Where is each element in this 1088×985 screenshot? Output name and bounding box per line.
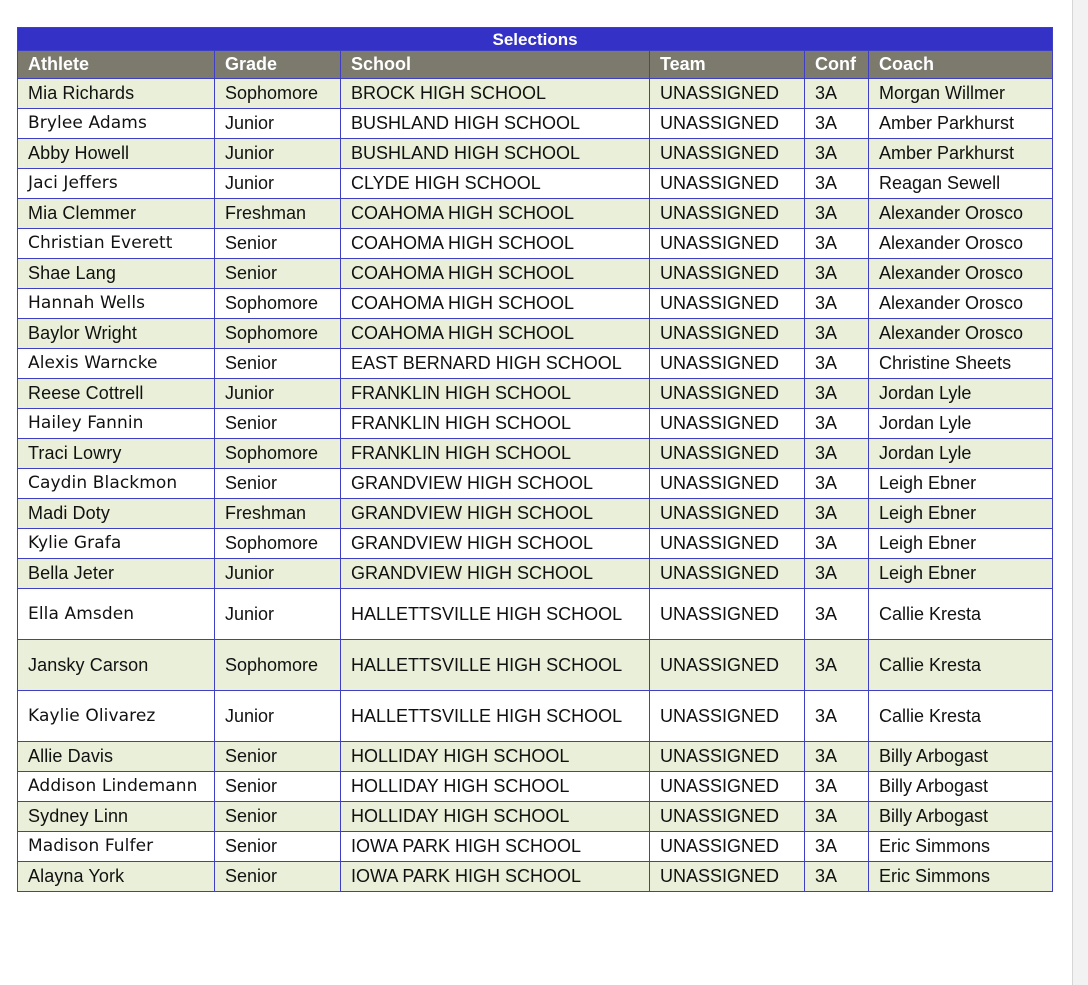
cell-athlete: Shae Lang [18,259,215,289]
cell-grade: Sophomore [215,289,341,319]
cell-athlete: Madison Fulfer [18,832,215,862]
cell-coach: Amber Parkhurst [869,139,1053,169]
table-title-row [18,28,1053,51]
cell-conf: 3A [805,199,869,229]
table-row [18,832,1053,862]
cell-school: GRANDVIEW HIGH SCHOOL [341,559,650,589]
cell-school: GRANDVIEW HIGH SCHOOL [341,529,650,559]
cell-coach: Eric Simmons [869,832,1053,862]
selections-table [17,27,1053,892]
table-row [18,169,1053,199]
cell-conf: 3A [805,139,869,169]
cell-coach: Billy Arbogast [869,802,1053,832]
cell-team: UNASSIGNED [650,742,805,772]
cell-conf: 3A [805,559,869,589]
table-row [18,349,1053,379]
column-header-team: Team [650,51,805,79]
cell-grade: Senior [215,742,341,772]
cell-team: UNASSIGNED [650,79,805,109]
cell-team: UNASSIGNED [650,802,805,832]
cell-school: CLYDE HIGH SCHOOL [341,169,650,199]
cell-school: HALLETTSVILLE HIGH SCHOOL [341,691,650,742]
table-row [18,439,1053,469]
cell-conf: 3A [805,379,869,409]
cell-coach: Leigh Ebner [869,499,1053,529]
cell-school: BROCK HIGH SCHOOL [341,79,650,109]
cell-athlete: Madi Doty [18,499,215,529]
cell-conf: 3A [805,469,869,499]
cell-athlete: Abby Howell [18,139,215,169]
cell-conf: 3A [805,742,869,772]
table-row [18,640,1053,691]
cell-grade: Junior [215,691,341,742]
cell-team: UNASSIGNED [650,469,805,499]
cell-grade: Junior [215,589,341,640]
cell-school: COAHOMA HIGH SCHOOL [341,259,650,289]
cell-grade: Senior [215,862,341,892]
cell-team: UNASSIGNED [650,109,805,139]
cell-school: COAHOMA HIGH SCHOOL [341,289,650,319]
cell-athlete: Baylor Wright [18,319,215,349]
cell-conf: 3A [805,862,869,892]
cell-school: HOLLIDAY HIGH SCHOOL [341,742,650,772]
cell-school: COAHOMA HIGH SCHOOL [341,319,650,349]
cell-team: UNASSIGNED [650,229,805,259]
cell-school: HALLETTSVILLE HIGH SCHOOL [341,640,650,691]
cell-coach: Alexander Orosco [869,259,1053,289]
cell-athlete: Caydin Blackmon [18,469,215,499]
cell-coach: Jordan Lyle [869,379,1053,409]
cell-school: GRANDVIEW HIGH SCHOOL [341,499,650,529]
cell-athlete: Bella Jeter [18,559,215,589]
cell-coach: Alexander Orosco [869,199,1053,229]
cell-team: UNASSIGNED [650,379,805,409]
cell-coach: Billy Arbogast [869,742,1053,772]
cell-school: FRANKLIN HIGH SCHOOL [341,379,650,409]
cell-athlete: Allie Davis [18,742,215,772]
cell-team: UNASSIGNED [650,169,805,199]
table-row [18,772,1053,802]
cell-athlete: Brylee Adams [18,109,215,139]
cell-athlete: Alexis Warncke [18,349,215,379]
cell-school: HOLLIDAY HIGH SCHOOL [341,772,650,802]
cell-grade: Senior [215,409,341,439]
cell-coach: Callie Kresta [869,691,1053,742]
cell-team: UNASSIGNED [650,199,805,229]
cell-coach: Jordan Lyle [869,439,1053,469]
table-row [18,691,1053,742]
table-header-row [18,51,1053,79]
table-row [18,289,1053,319]
cell-athlete: Sydney Linn [18,802,215,832]
cell-school: BUSHLAND HIGH SCHOOL [341,139,650,169]
cell-coach: Billy Arbogast [869,772,1053,802]
cell-conf: 3A [805,832,869,862]
cell-athlete: Traci Lowry [18,439,215,469]
cell-athlete: Addison Lindemann [18,772,215,802]
table-row [18,469,1053,499]
cell-conf: 3A [805,691,869,742]
cell-grade: Sophomore [215,79,341,109]
cell-coach: Morgan Willmer [869,79,1053,109]
cell-team: UNASSIGNED [650,499,805,529]
cell-grade: Sophomore [215,319,341,349]
table-row [18,409,1053,439]
cell-grade: Junior [215,559,341,589]
cell-athlete: Jansky Carson [18,640,215,691]
cell-conf: 3A [805,109,869,139]
cell-coach: Leigh Ebner [869,529,1053,559]
cell-coach: Alexander Orosco [869,229,1053,259]
table-row [18,589,1053,640]
cell-school: FRANKLIN HIGH SCHOOL [341,439,650,469]
cell-conf: 3A [805,79,869,109]
cell-school: HALLETTSVILLE HIGH SCHOOL [341,589,650,640]
cell-conf: 3A [805,589,869,640]
cell-school: GRANDVIEW HIGH SCHOOL [341,469,650,499]
cell-conf: 3A [805,439,869,469]
cell-conf: 3A [805,802,869,832]
table-row [18,139,1053,169]
cell-coach: Reagan Sewell [869,169,1053,199]
cell-coach: Alexander Orosco [869,289,1053,319]
selections-table-container [17,27,1052,892]
cell-coach: Jordan Lyle [869,409,1053,439]
cell-grade: Sophomore [215,640,341,691]
cell-athlete: Mia Clemmer [18,199,215,229]
cell-team: UNASSIGNED [650,139,805,169]
cell-grade: Senior [215,259,341,289]
cell-grade: Freshman [215,199,341,229]
table-row [18,79,1053,109]
cell-athlete: Ella Amsden [18,589,215,640]
cell-grade: Senior [215,349,341,379]
cell-coach: Christine Sheets [869,349,1053,379]
cell-grade: Senior [215,229,341,259]
cell-athlete: Hannah Wells [18,289,215,319]
cell-coach: Leigh Ebner [869,559,1053,589]
cell-grade: Junior [215,139,341,169]
cell-coach: Callie Kresta [869,589,1053,640]
cell-team: UNASSIGNED [650,409,805,439]
table-row [18,199,1053,229]
cell-school: IOWA PARK HIGH SCHOOL [341,862,650,892]
table-row [18,529,1053,559]
cell-coach: Alexander Orosco [869,319,1053,349]
cell-team: UNASSIGNED [650,349,805,379]
cell-conf: 3A [805,349,869,379]
column-header-grade: Grade [215,51,341,79]
cell-team: UNASSIGNED [650,259,805,289]
column-header-coach: Coach [869,51,1053,79]
cell-team: UNASSIGNED [650,832,805,862]
cell-grade: Junior [215,109,341,139]
cell-school: EAST BERNARD HIGH SCHOOL [341,349,650,379]
column-header-conf: Conf [805,51,869,79]
cell-conf: 3A [805,169,869,199]
cell-athlete: Hailey Fannin [18,409,215,439]
table-row [18,259,1053,289]
cell-coach: Callie Kresta [869,640,1053,691]
cell-team: UNASSIGNED [650,589,805,640]
table-row [18,862,1053,892]
cell-grade: Senior [215,772,341,802]
cell-school: IOWA PARK HIGH SCHOOL [341,832,650,862]
cell-grade: Freshman [215,499,341,529]
cell-team: UNASSIGNED [650,640,805,691]
cell-conf: 3A [805,499,869,529]
cell-team: UNASSIGNED [650,862,805,892]
cell-grade: Junior [215,379,341,409]
cell-conf: 3A [805,772,869,802]
table-row [18,109,1053,139]
cell-grade: Senior [215,802,341,832]
table-row [18,379,1053,409]
cell-team: UNASSIGNED [650,559,805,589]
table-row [18,802,1053,832]
cell-school: FRANKLIN HIGH SCHOOL [341,409,650,439]
cell-athlete: Jaci Jeffers [18,169,215,199]
cell-athlete: Alayna York [18,862,215,892]
cell-school: HOLLIDAY HIGH SCHOOL [341,802,650,832]
cell-school: COAHOMA HIGH SCHOOL [341,229,650,259]
cell-conf: 3A [805,319,869,349]
cell-team: UNASSIGNED [650,319,805,349]
cell-conf: 3A [805,529,869,559]
cell-team: UNASSIGNED [650,529,805,559]
cell-team: UNASSIGNED [650,439,805,469]
table-row [18,742,1053,772]
table-row [18,229,1053,259]
cell-grade: Sophomore [215,529,341,559]
table-row [18,559,1053,589]
cell-school: BUSHLAND HIGH SCHOOL [341,109,650,139]
cell-athlete: Kylie Grafa [18,529,215,559]
cell-grade: Senior [215,832,341,862]
cell-athlete: Christian Everett [18,229,215,259]
cell-conf: 3A [805,409,869,439]
table-row [18,499,1053,529]
cell-team: UNASSIGNED [650,691,805,742]
cell-coach: Amber Parkhurst [869,109,1053,139]
cell-conf: 3A [805,640,869,691]
table-row [18,319,1053,349]
cell-athlete: Kaylie Olivarez [18,691,215,742]
column-header-school: School [341,51,650,79]
cell-conf: 3A [805,259,869,289]
cell-grade: Sophomore [215,439,341,469]
cell-coach: Eric Simmons [869,862,1053,892]
cell-athlete: Mia Richards [18,79,215,109]
cell-grade: Junior [215,169,341,199]
cell-conf: 3A [805,289,869,319]
cell-conf: 3A [805,229,869,259]
cell-coach: Leigh Ebner [869,469,1053,499]
cell-team: UNASSIGNED [650,289,805,319]
cell-athlete: Reese Cottrell [18,379,215,409]
cell-team: UNASSIGNED [650,772,805,802]
table-body [18,79,1053,892]
page-edge [1072,0,1088,985]
column-header-athlete: Athlete [18,51,215,79]
table-title: Selections [18,28,1053,51]
cell-grade: Senior [215,469,341,499]
cell-school: COAHOMA HIGH SCHOOL [341,199,650,229]
